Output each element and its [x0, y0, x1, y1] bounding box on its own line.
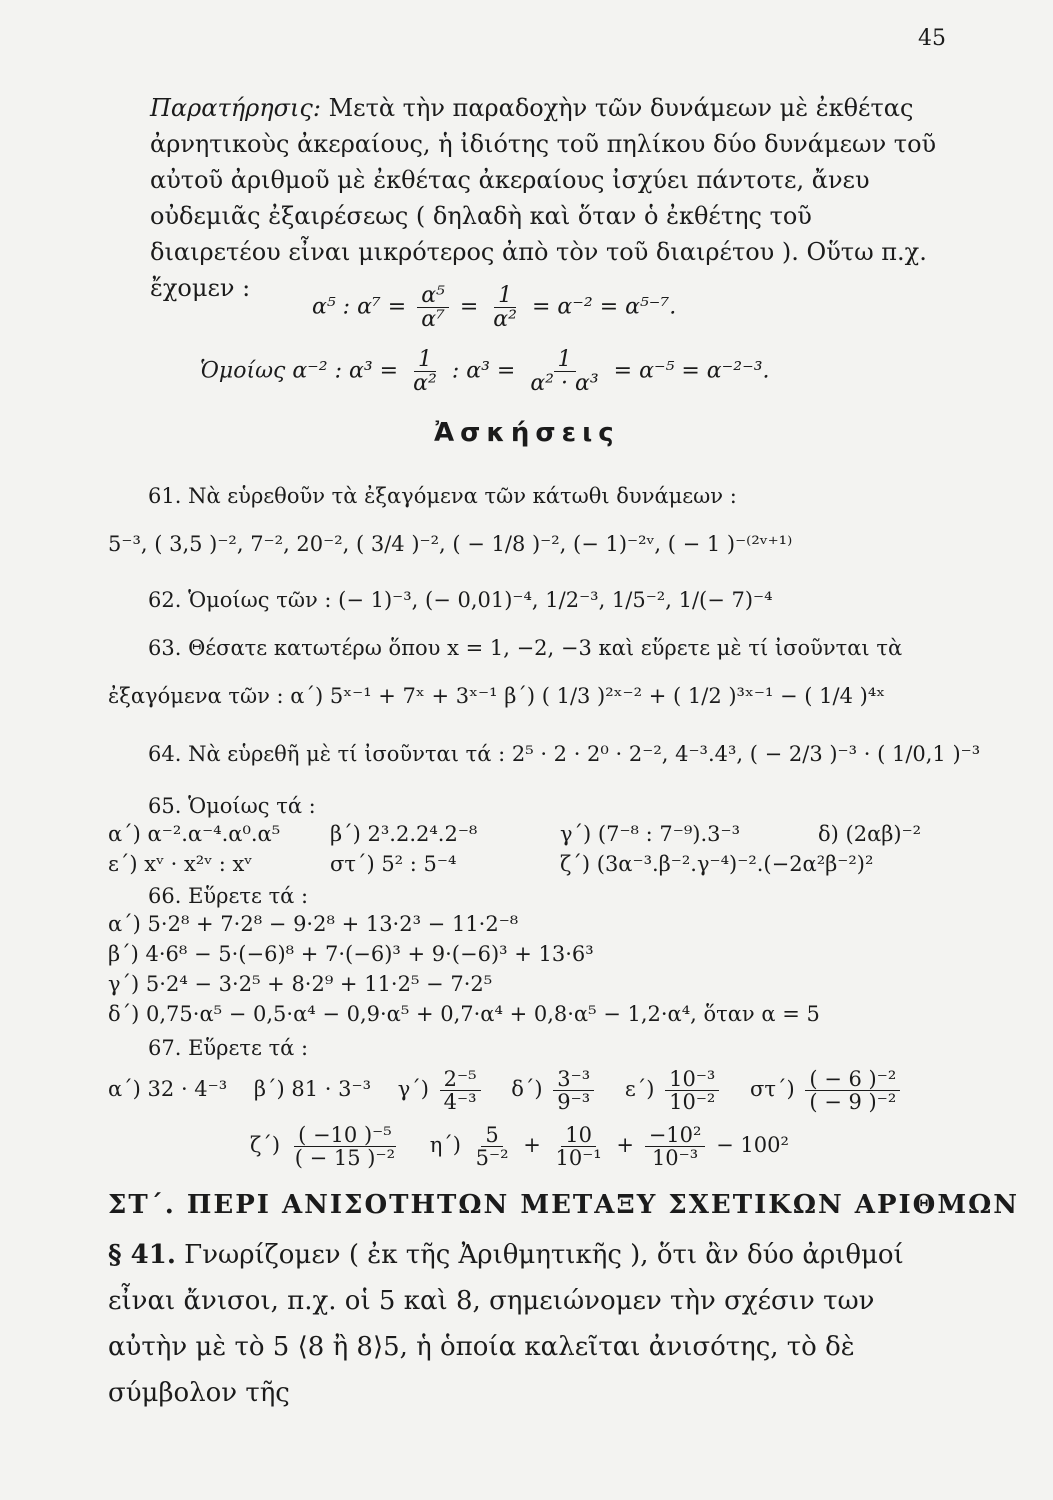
exercise-67-e-label: ε΄): [624, 1077, 655, 1102]
exercise-65-e: ε΄) xᵛ · x²ᵛ : xᵛ: [108, 852, 253, 876]
exercise-65-a: α΄) α⁻².α⁻⁴.α⁰.α⁵: [108, 822, 281, 846]
fraction-denominator: ( − 9 )⁻²: [809, 1090, 897, 1115]
fraction-numerator: 10⁻³: [665, 1068, 719, 1091]
exercise-64: 64. Νὰ εὑρεθῆ μὲ τί ἰσοῦνται τά : 2⁵ · 2 · 2⁰ · 2⁻², 4⁻³.4³, ( − 2/3 )⁻³ · ( 1/0,1 )⁻³: [148, 742, 981, 766]
exercise-67-st-fraction: [805, 1068, 900, 1113]
fraction-numerator: −10²: [645, 1124, 706, 1147]
fraction-numerator: ( −10 )⁻⁵: [294, 1124, 396, 1147]
exercise-65-z: ζ΄) (3α⁻³.β⁻².γ⁻⁴)⁻².(−2α²β⁻²)²: [560, 852, 874, 876]
exercise-63-items: ἐξαγόμενα τῶν : α΄) 5ˣ⁻¹ + 7ˣ + 3ˣ⁻¹ β΄) ( 1/3 )²ˣ⁻² + ( 1/2 )³ˣ⁻¹ − ( 1/4 )⁴ˣ: [108, 684, 886, 708]
remark-lead: Παρατήρησις:: [150, 94, 321, 122]
fraction-denominator: α²: [413, 371, 437, 397]
exercise-65-st: στ΄) 5² : 5⁻⁴: [330, 852, 457, 876]
exercise-61-items: 5⁻³, ( 3,5 )⁻², 7⁻², 20⁻², ( 3/4 )⁻², ( − 1/8 )⁻², (− 1)⁻²ᵛ, ( − 1 )⁻⁽²ᵛ⁺¹⁾: [108, 532, 793, 556]
fraction-denominator: ( − 15 )⁻²: [294, 1146, 395, 1171]
exercise-67-b: β΄) 81 · 3⁻³: [253, 1077, 371, 1102]
exercise-67-title: 67. Εὕρετε τά :: [148, 1036, 309, 1060]
fraction-numerator: 1: [554, 348, 576, 372]
exercise-66-a: α΄) 5·2⁸ + 7·2⁸ − 9·2⁸ + 13·2³ − 11·2⁻⁸: [108, 912, 519, 936]
formula-2-start: Ὁμοίως α⁻² : α³ =: [200, 358, 399, 384]
section-paragraph: [108, 1232, 958, 1416]
exercise-67-row1: [108, 1068, 904, 1113]
exercise-66-b: β΄) 4·6⁸ − 5·(−6)⁸ + 7·(−6)³ + 9·(−6)³ + 13·6³: [108, 942, 594, 966]
exercise-67-st-label: στ΄): [750, 1077, 795, 1102]
exercise-67-g-fraction: [440, 1068, 481, 1113]
fraction-numerator: 2⁻⁵: [440, 1068, 481, 1091]
section-text: Γνωρίζομεν ( ἐκ τῆς Ἀριθμητικῆς ), ὅτι ἂν δύο ἀριθμοί εἶναι ἄνισοι, π.χ. οἱ 5 καὶ 8, σημειώνομεν τὴν σχέσιν των αὐτὴν μὲ τὸ 5 ⟨8 ἢ 8⟩5, ἡ ὁποία καλεῖται ἀνισότης, τὸ δὲ σύμβολον τῆς: [108, 1240, 904, 1408]
formula-line-1: α⁵ : α⁷ = $\frac{\text{α⁵}}{\text{α⁷}}$ = $\frac{1}{\text{α²}}$ = α⁻² = α⁵⁻⁷.: [312, 283, 677, 333]
fraction-denominator: α²: [493, 307, 517, 333]
exercise-67-h-end: − 100²: [716, 1133, 789, 1158]
exercise-62: 62. Ὁμοίως τῶν : (− 1)⁻³, (− 0,01)⁻⁴, 1/2⁻³, 1/5⁻², 1/(− 7)⁻⁴: [148, 588, 773, 612]
exercise-67-h-fraction-1: [472, 1124, 513, 1169]
fraction-numerator: ( − 6 )⁻²: [805, 1068, 900, 1091]
fraction-denominator: α⁷: [421, 307, 445, 333]
fraction-denominator: 4⁻³: [443, 1090, 477, 1115]
section-title: ΣΤ΄. ΠΕΡΙ ΑΝΙΣΟΤΗΤΩΝ ΜΕΤΑΞΥ ΣΧΕΤΙΚΩΝ ΑΡΙΘΜΩΝ: [108, 1190, 1020, 1220]
exercise-65-title: 65. Ὁμοίως τά :: [148, 794, 316, 818]
exercise-66-title: 66. Εὕρετε τά :: [148, 884, 309, 908]
fraction-numerator: α⁵: [417, 284, 449, 308]
exercise-65-b: β΄) 2³.2.2⁴.2⁻⁸: [330, 822, 478, 846]
formula-2-fraction-b: [526, 348, 602, 395]
section-number: § 41.: [108, 1240, 176, 1270]
fraction-numerator: 1: [494, 284, 516, 308]
fraction-numerator: 3⁻³: [553, 1068, 594, 1091]
formula-line-2: [200, 348, 770, 395]
exercise-67-row2: ζ΄) $\frac{\text{( −10 )⁻⁵}}{\text{( − 15 )⁻²}}$ η΄) $\frac{5}{\text{5⁻²}}$ + $\frac{10}{\text{10⁻¹}}$ + $\frac{\text{−10²}}{\text{10⁻³}}$ − 100²: [250, 1123, 789, 1171]
exercise-67-h-label: η΄): [429, 1133, 461, 1158]
exercise-67-d-fraction: [553, 1068, 594, 1113]
exercise-67-e-fraction: [665, 1068, 719, 1113]
fraction-denominator: 9⁻³: [557, 1090, 591, 1115]
exercise-65-d: δ) (2αβ)⁻²: [818, 822, 922, 846]
formula-1-end: = α⁻² = α⁵⁻⁷.: [531, 294, 677, 320]
fraction-denominator: 10⁻²: [669, 1090, 716, 1115]
remark-paragraph: [150, 90, 950, 306]
formula-1-fraction-b: [489, 284, 521, 331]
exercise-66-d: δ΄) 0,75·α⁵ − 0,5·α⁴ − 0,9·α⁵ + 0,7·α⁴ + 0,8·α⁵ − 1,2·α⁴, ὅταν α = 5: [108, 1002, 820, 1026]
fraction-denominator: 10⁻¹: [555, 1146, 602, 1171]
exercise-67-h-fraction-2: [552, 1124, 606, 1169]
exercise-66-g: γ΄) 5·2⁴ − 3·2⁵ + 8·2⁹ + 11·2⁵ − 7·2⁵: [108, 972, 493, 996]
fraction-denominator: 10⁻³: [651, 1146, 699, 1171]
fraction-numerator: 10: [561, 1124, 596, 1147]
formula-1-fraction-a: [417, 284, 449, 331]
exercise-63-title: 63. Θέσατε κατωτέρω ὅπου x = 1, −2, −3 καὶ εὕρετε μὲ τί ἰσοῦνται τὰ: [148, 636, 903, 660]
exercise-67-a: α΄) 32 · 4⁻³: [108, 1077, 228, 1102]
remark-text: Μετὰ τὴν παραδοχὴν τῶν δυνάμεων μὲ ἐκθέτας ἀρνητικοὺς ἀκεραίους, ἡ ἰδιότης τοῦ πηλίκου δύο δυνάμεων τοῦ αὐτοῦ ἀριθμοῦ μὲ ἐκθέτας ἀκεραίους ἰσχύει πάντοτε, ἄνευ οὐδεμιᾶς ἐξαιρέσεως ( δηλαδὴ καὶ ὅταν ὁ ἐκθέτης τοῦ διαιρετέου εἶναι μικρότερος ἀπὸ τὸν τοῦ διαιρέτου ). Οὕτω π.χ. ἔχομεν :: [150, 94, 937, 302]
exercise-67-h-fraction-3: [645, 1124, 706, 1169]
exercise-67-z-label: ζ΄): [250, 1133, 281, 1158]
formula-2-fraction-a: [409, 348, 441, 395]
exercises-heading: Ἀσκήσεις: [434, 418, 620, 448]
page-number: 45: [918, 26, 946, 51]
fraction-denominator: α² · α³: [530, 371, 599, 397]
fraction-numerator: 5: [481, 1124, 502, 1147]
fraction-numerator: 1: [414, 348, 436, 372]
fraction-denominator: 5⁻²: [475, 1146, 509, 1171]
formula-1-start: α⁵ : α⁷ =: [312, 294, 407, 320]
exercise-67-d-label: δ΄): [511, 1077, 543, 1102]
exercise-61-title: 61. Νὰ εὑρεθοῦν τὰ ἐξαγόμενα τῶν κάτωθι δυνάμεων :: [148, 484, 737, 508]
exercise-67-g-label: γ΄): [397, 1077, 429, 1102]
formula-2-end: = α⁻⁵ = α⁻²⁻³.: [613, 358, 770, 384]
exercise-65-g: γ΄) (7⁻⁸ : 7⁻⁹).3⁻³: [560, 822, 740, 846]
formula-2-mid: : α³ =: [451, 358, 516, 384]
exercise-67-z-fraction: [291, 1124, 399, 1169]
